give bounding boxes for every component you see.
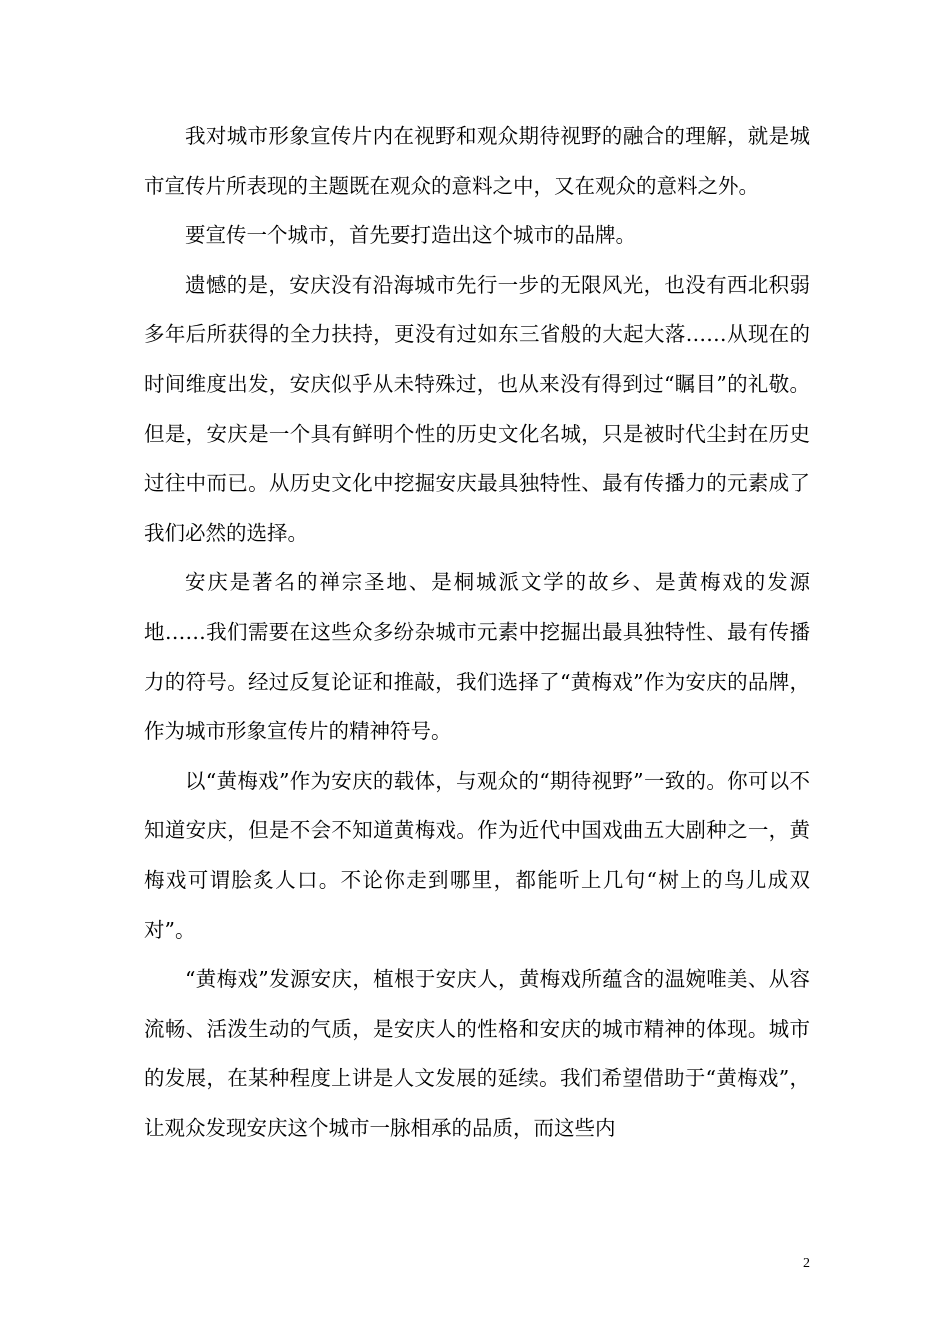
paragraph-4: 安庆是著名的禅宗圣地、是桐城派文学的故乡、是黄梅戏的发源地……我们需要在这些众多纷杂城市元素中挖掘出最具独特性、最有传播力的符号。经过反复论证和推敲，我们选择了“黄梅戏”作为安庆的品牌，作为城市形象宣传片的精神符号。: [144, 570, 810, 744]
page-number: 2: [803, 1256, 810, 1271]
paragraph-3: 遗憾的是，安庆没有沿海城市先行一步的无限风光，也没有西北积弱多年后所获得的全力扶持，更没有过如东三省般的大起大落……从现在的时间维度出发，安庆似乎从未特殊过，也从来没有得到过“瞩目”的礼敬。但是，安庆是一个具有鲜明个性的历史文化名城，只是被时代尘封在历史过往中而已。从历史文化中挖掘安庆最具独特性、最有传播力的元素成了我们必然的选择。: [144, 272, 810, 545]
paragraph-1: 我对城市形象宣传片内在视野和观众期待视野的融合的理解，就是城市宣传片所表现的主题既在观众的意料之中，又在观众的意料之外。: [144, 124, 810, 198]
document-body: [144, 112, 810, 1153]
paragraph-5: 以“黄梅戏”作为安庆的载体，与观众的“期待视野”一致的。你可以不知道安庆，但是不会不知道黄梅戏。作为近代中国戏曲五大剧种之一，黄梅戏可谓脍炙人口。不论你走到哪里，都能听上几句“树上的鸟儿成双对”。: [144, 768, 810, 942]
paragraph-6: “黄梅戏”发源安庆，植根于安庆人，黄梅戏所蕴含的温婉唯美、从容流畅、活泼生动的气质，是安庆人的性格和安庆的城市精神的体现。城市的发展，在某种程度上讲是人文发展的延续。我们希望借助于“黄梅戏”，让观众发现安庆这个城市一脉相承的品质，而这些内: [144, 967, 810, 1140]
paragraph-2: 要宣传一个城市，首先要打造出这个城市的品牌。: [185, 223, 636, 248]
